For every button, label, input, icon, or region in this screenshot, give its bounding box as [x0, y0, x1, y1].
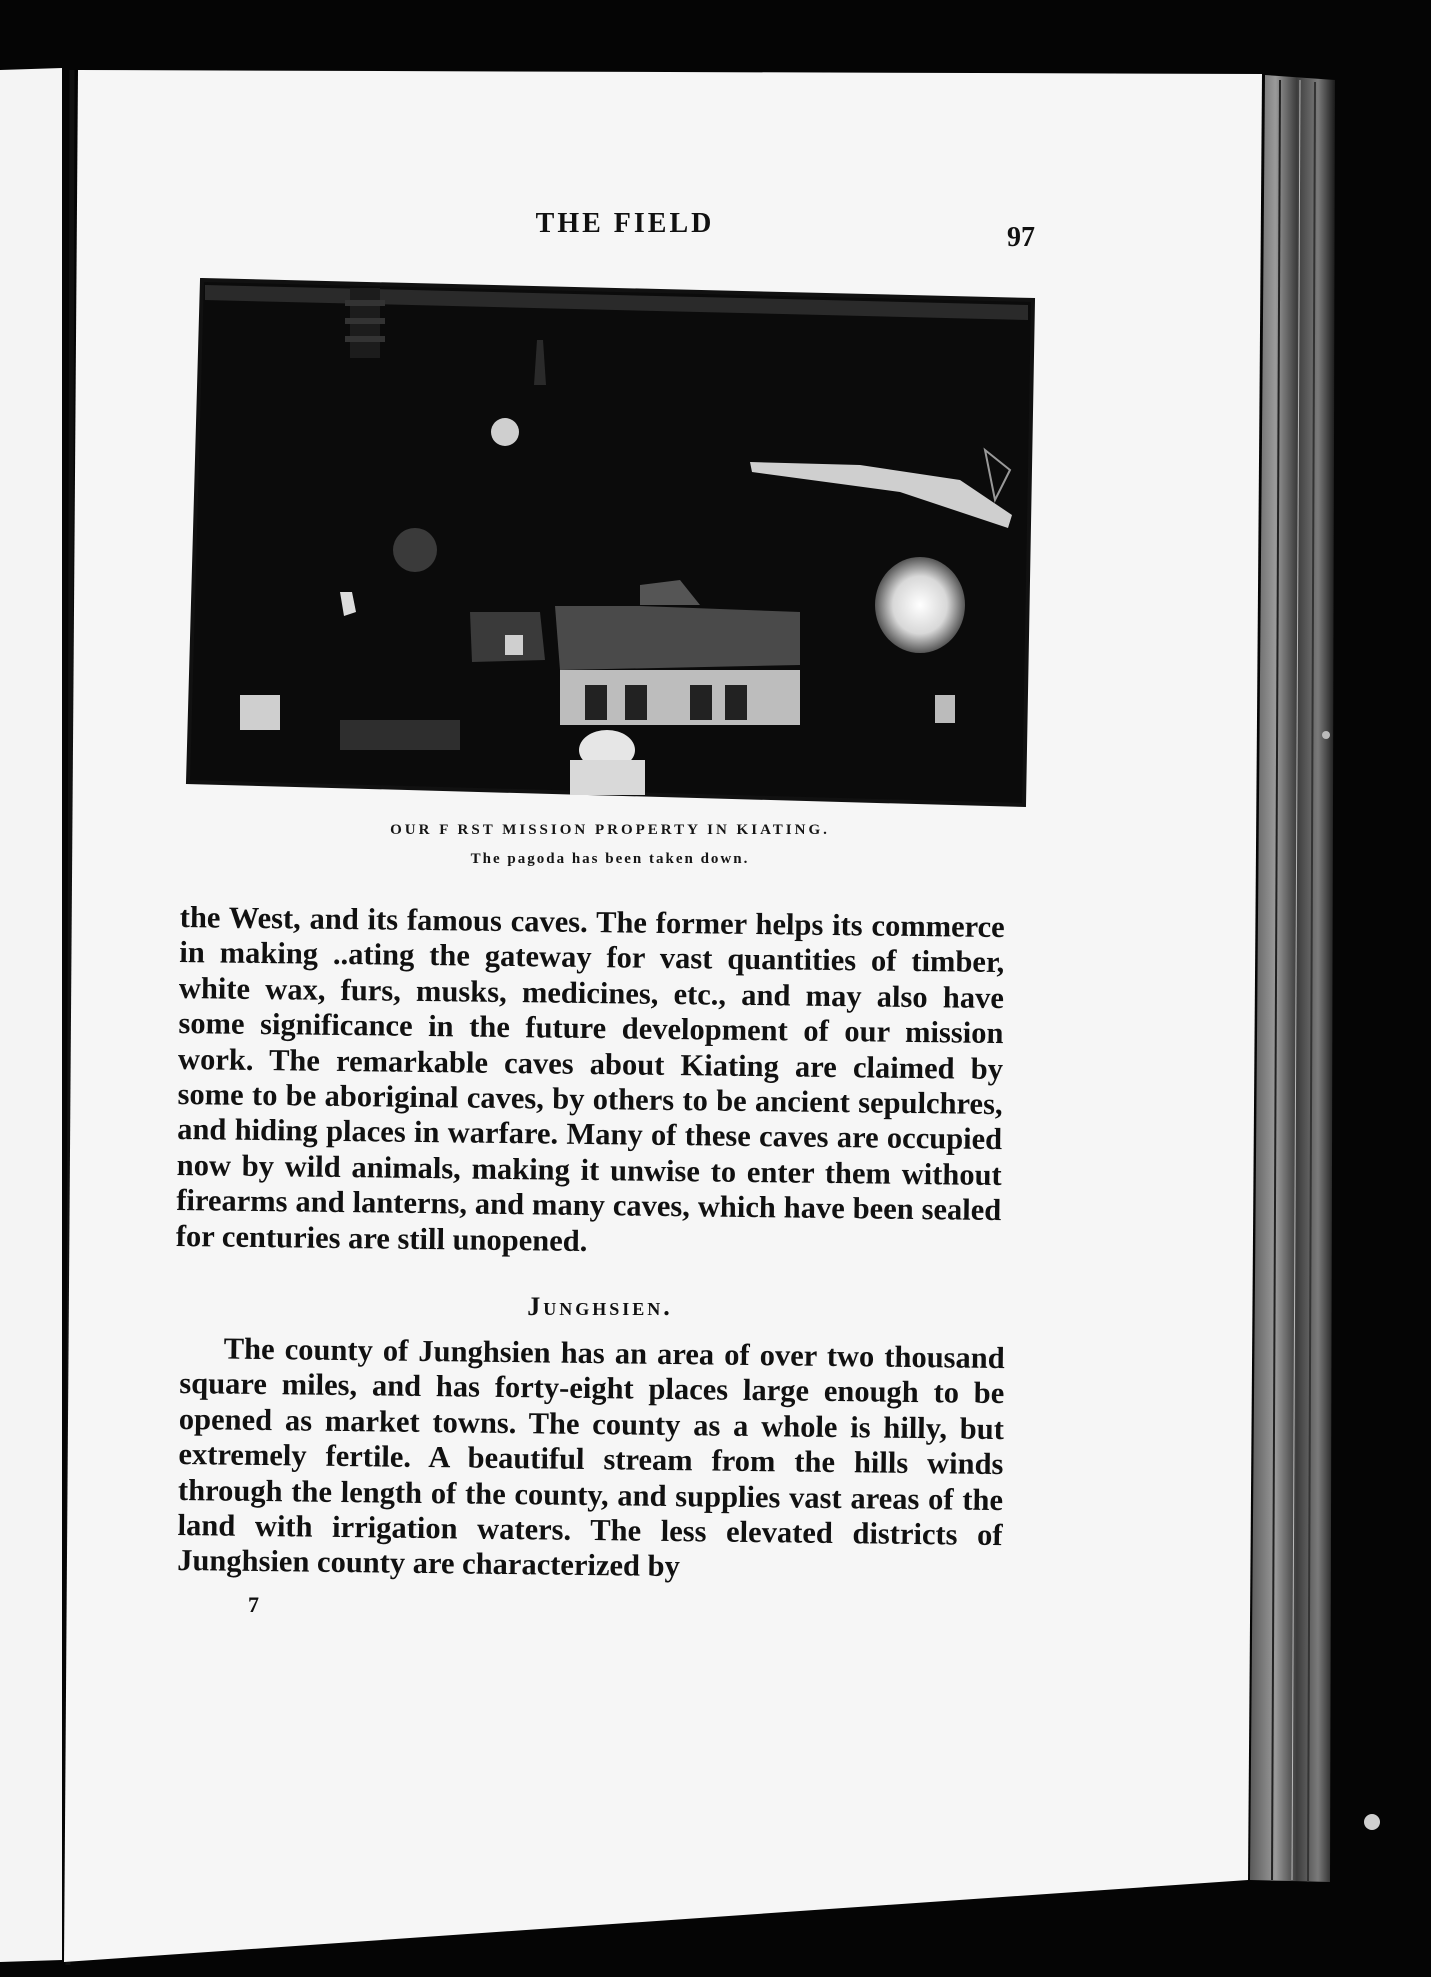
page-number: 97 [1007, 222, 1035, 253]
signature-mark: 7 [248, 1592, 259, 1617]
mission-photograph [188, 280, 1033, 805]
scan-speck [1364, 1814, 1380, 1830]
book-page-stack [1250, 75, 1335, 1882]
paragraph-text: the West, and its famous caves. The former helps its commerce in making ..ating the gateway for vast quantities of timber, white wax, furs, musks, medicines, etc., and may also have some significance in the future development of our mission work. The remarkable caves about Kiating are claimed by some to be aboriginal caves, by others to be ancient sepulchres, and hiding places in warfare. Many of these caves are occupied now by wild animals, making it unwise to enter them without firearms and lanterns, and many caves, which have been sealed for centuries are still unopened. [175, 900, 1005, 1258]
paragraph-text: The county of Junghsien has an area of over two thousand square miles, and has forty-eight places large enough to be opened as market towns. The county as a whole is hilly, but extremely fertile. A beautiful stream from the hills winds through the length of the county, and supplies vast areas of the land with irrigation waters. The less elevated districts of Junghsien county are characterized by [176, 1331, 1005, 1584]
photo-caption-title: OUR F RST MISSION PROPERTY IN KIATING. [390, 822, 830, 838]
pagoda-icon [345, 288, 385, 358]
left-page-edge [0, 68, 72, 1965]
running-head: THE FIELD [535, 208, 715, 239]
body-paragraph [176, 900, 1005, 1264]
body-paragraph [177, 1331, 1005, 1589]
scan-speck [1322, 731, 1330, 739]
section-heading: Junghsien. [527, 1292, 673, 1321]
photo-caption-note: The pagoda has been taken down. [470, 851, 750, 867]
